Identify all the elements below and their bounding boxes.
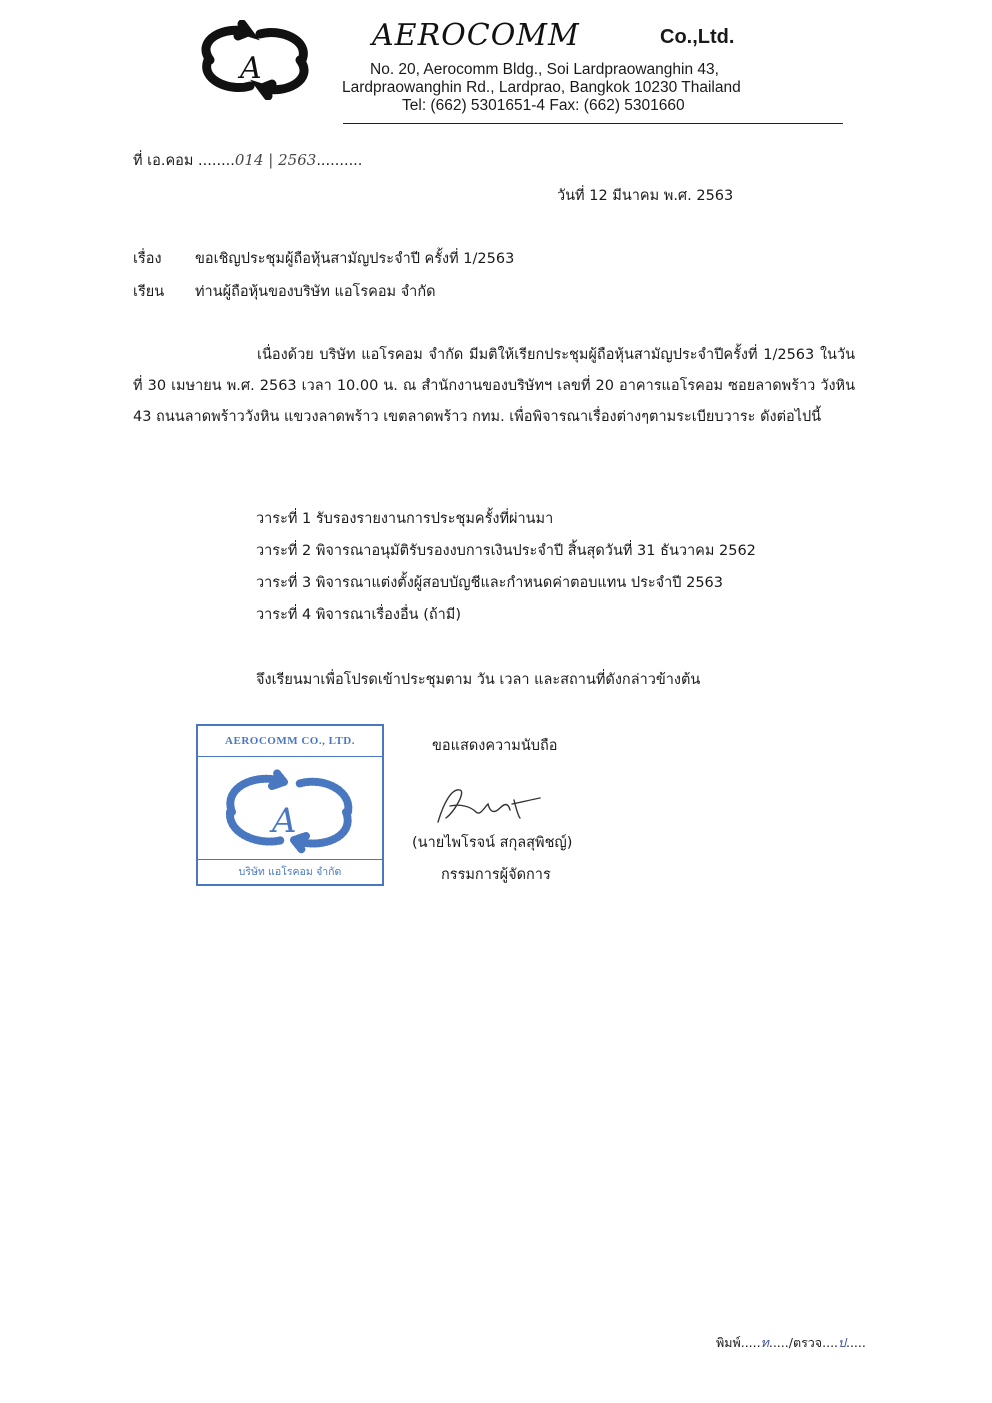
body-paragraph-text: เนื่องด้วย บริษัท แอโรคอม จำกัด มีมติให้เรียกประชุมผู้ถือหุ้นสามัญประจำปีครั้งที่ 1/2563 ในวันที่ 30 เมษายน พ.ศ. 2563 เวลา 10.00 น. ณ สำนักงานของบริษัทฯ เลขที่ 20 อาคารแอโรคอม ซอยลาดพร้าว วังหิน 43 ถนนลาดพร้าววังหิน แขวงลาดพร้าว เขตลาดพร้าว กทม. เพื่อพิจารณาเรื่องต่างๆตามระเบียบวาระ ดังต่อไปนี้ — [133, 347, 855, 425]
body-paragraph — [133, 340, 855, 433]
footer-print-initials: ท — [760, 1335, 769, 1350]
footer-check-label: /ตรวจ — [788, 1335, 823, 1350]
signer-name: (นายไพโรจน์ สกุลสุพิชญ์) — [412, 835, 573, 851]
stamp-thai-name: บริษัท แอโรคอม จำกัด — [198, 859, 382, 884]
letterhead-divider — [343, 123, 843, 124]
footer-check-initials: ป — [838, 1335, 846, 1350]
stamp-company-name: AEROCOMM CO., LTD. — [198, 726, 382, 757]
subject-label: เรื่อง — [133, 251, 162, 267]
footer-initials — [716, 1333, 866, 1353]
recipient-text: ท่านผู้ถือหุ้นของบริษัท แอโรคอม จำกัด — [195, 284, 436, 300]
reference-number: 014 | 2563 — [234, 151, 317, 169]
svg-text:A: A — [240, 51, 262, 86]
company-stamp — [196, 724, 384, 886]
address-line-1: No. 20, Aerocomm Bldg., Soi Lardpraowanghin 43, — [370, 61, 719, 78]
agenda-item: วาระที่ 4 พิจารณาเรื่องอื่น (ถ้ามี) — [256, 607, 461, 623]
stamp-logo-icon — [214, 764, 364, 854]
company-suffix: Co.,Ltd. — [660, 26, 735, 48]
agenda-item: วาระที่ 2 พิจารณาอนุมัติรับรองงบการเงินประจำปี สิ้นสุดวันที่ 31 ธันวาคม 2562 — [256, 543, 756, 559]
closing-sentence: จึงเรียนมาเพื่อโปรดเข้าประชุมตาม วัน เวลา และสถานที่ดังกล่าวข้างต้น — [256, 672, 701, 688]
reference-dots-before: ........ — [198, 153, 235, 169]
reference-label: ที่ เอ.คอม — [133, 153, 194, 169]
company-logo-icon — [190, 20, 320, 100]
footer-check-dots: .... — [822, 1335, 839, 1350]
signature-salutation: ขอแสดงความนับถือ — [432, 738, 558, 754]
svg-text:A: A — [272, 801, 297, 841]
signer-position: กรรมการผู้จัดการ — [441, 867, 551, 883]
agenda-item: วาระที่ 3 พิจารณาแต่งตั้งผู้สอบบัญชีและกำหนดค่าตอบแทน ประจำปี 2563 — [256, 575, 723, 591]
footer-print-label: พิมพ์ — [716, 1335, 741, 1350]
agenda-item: วาระที่ 1 รับรองรายงานการประชุมครั้งที่ผ่านมา — [256, 511, 554, 527]
address-line-2: Lardpraowanghin Rd., Lardprao, Bangkok 10230 Thailand — [342, 79, 741, 96]
reference-line — [133, 150, 362, 171]
handwritten-signature — [430, 782, 550, 830]
footer-end-dots: ..... — [845, 1335, 866, 1350]
contact-line: Tel: (662) 5301651-4 Fax: (662) 5301660 — [402, 97, 685, 114]
footer-print-dots: ..... — [740, 1335, 761, 1350]
letter-date: วันที่ 12 มีนาคม พ.ศ. 2563 — [557, 188, 734, 204]
subject-text: ขอเชิญประชุมผู้ถือหุ้นสามัญประจำปี ครั้งที่ 1/2563 — [195, 251, 515, 267]
recipient-label: เรียน — [133, 284, 165, 300]
company-name: AEROCOMM — [372, 18, 580, 53]
footer-print-dots-after: ..... — [768, 1335, 789, 1350]
reference-dots-after: .......... — [316, 153, 363, 169]
